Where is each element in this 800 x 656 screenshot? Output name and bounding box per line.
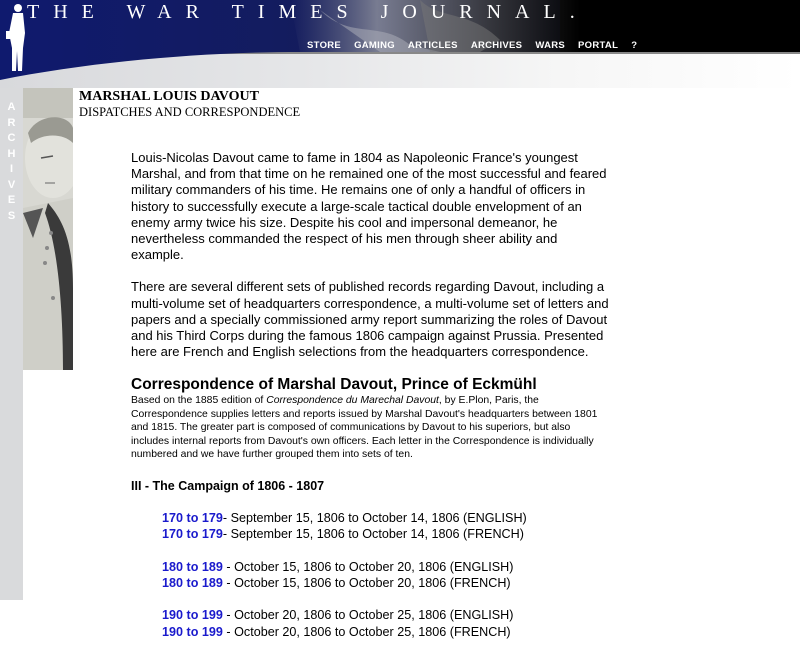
letter-set-dates: - October 20, 1806 to October 25, 1806 (ENGLISH) bbox=[222, 608, 514, 623]
letter-set-link[interactable]: 190 to 199 bbox=[162, 608, 223, 623]
nav-wars[interactable]: WARS bbox=[535, 40, 566, 51]
correspondence-description bbox=[131, 394, 611, 462]
letter-set-link[interactable]: 180 to 189 bbox=[162, 559, 223, 574]
page-title: MARSHAL LOUIS DAVOUT bbox=[79, 89, 259, 104]
main-content bbox=[131, 150, 611, 656]
list-item bbox=[162, 510, 611, 526]
intro-paragraph: There are several different sets of published records regarding Davout, including a multi-volume set of headquarters correspondence, a multi-volume set of letters and papers and a specially commissioned army report summarizing the roles of Davout and his Third Corps during the famous 1806 campaign against Prussia. Presented here are French and English selections from the headquarters correspondence. bbox=[131, 279, 609, 360]
list-item bbox=[162, 526, 611, 542]
section-letter: R bbox=[7, 116, 16, 129]
letter-set-link[interactable]: 170 to 179 bbox=[162, 527, 223, 542]
nav-archives[interactable]: ARCHIVES bbox=[470, 40, 523, 51]
letter-set-list bbox=[162, 510, 611, 640]
list-item bbox=[162, 575, 611, 591]
intro-paragraph: Louis-Nicolas Davout came to fame in 1804 as Napoleonic France's youngest Marshal, and from that time on he remained one of the most successful and feared military commanders of his time. He remains one of only a handful of officers in history to successfully execute a large-scale tactical double envelopment of an enemy army twice his size. Despite his cool and impersonal demeanor, he nevertheless commanded the respect of his men through sheer ability and example. bbox=[131, 150, 607, 263]
section-letter: V bbox=[7, 178, 16, 191]
section-letter: I bbox=[9, 163, 14, 175]
letter-set-group bbox=[162, 510, 611, 543]
letter-set-dates: - September 15, 1806 to October 14, 1806 (ENGLISH) bbox=[222, 511, 527, 526]
letter-set-link[interactable]: 170 to 179 bbox=[162, 511, 223, 526]
nav-articles[interactable]: ARTICLES bbox=[407, 40, 458, 51]
davout-portrait-image bbox=[23, 88, 73, 370]
nav-gaming[interactable]: GAMING bbox=[354, 40, 395, 51]
letter-set-dates: - October 20, 1806 to October 25, 1806 (FRENCH) bbox=[222, 624, 511, 639]
section-label-archives bbox=[0, 100, 23, 224]
list-item bbox=[162, 624, 611, 640]
site-header bbox=[0, 0, 800, 88]
section-letter: C bbox=[7, 132, 16, 144]
letter-set-dates: - October 15, 1806 to October 20, 1806 (ENGLISH) bbox=[222, 559, 514, 574]
page-header bbox=[79, 89, 300, 120]
section-letter: A bbox=[7, 101, 16, 113]
site-logo[interactable]: THE WAR TIMES JOURNAL. bbox=[27, 1, 589, 23]
list-item bbox=[162, 559, 611, 575]
description-text: , by E.Plon, Paris, the Correspondence supplies letters and reports issued by Marshal Davout's headquarters between 1801 and 1815. The greater part is composed of communications by Davout to his superiors, but also includes internal reports from Davout's own officers. Each letter in the Correspondence is individually numbered and we have further grouped them into sets of ten. bbox=[131, 395, 598, 461]
letter-set-group bbox=[162, 607, 611, 640]
letter-set-dates: - September 15, 1806 to October 14, 1806 (FRENCH) bbox=[222, 527, 524, 542]
correspondence-title: Correspondence of Marshal Davout, Prince of Eckmühl bbox=[131, 376, 537, 394]
section-letter: S bbox=[7, 209, 16, 222]
nav-help[interactable]: ? bbox=[631, 40, 638, 51]
section-letter: E bbox=[7, 194, 16, 206]
description-text: Based on the 1885 edition of bbox=[131, 395, 267, 407]
letter-set-link[interactable]: 190 to 199 bbox=[162, 624, 223, 639]
letter-set-link[interactable]: 180 to 189 bbox=[162, 576, 223, 591]
nav-portal[interactable]: PORTAL bbox=[578, 40, 619, 51]
page-subtitle: DISPATCHES AND CORRESPONDENCE bbox=[79, 105, 301, 119]
letter-set-group bbox=[162, 559, 611, 592]
letter-set-dates: - October 15, 1806 to October 20, 1806 (FRENCH) bbox=[222, 576, 511, 591]
campaign-title: III - The Campaign of 1806 - 1807 bbox=[131, 478, 325, 493]
main-nav bbox=[307, 40, 650, 51]
nav-store[interactable]: STORE bbox=[307, 40, 342, 51]
soldier-silhouette-icon bbox=[6, 3, 28, 73]
book-title: Correspondence du Marechal Davout bbox=[266, 395, 439, 407]
list-item bbox=[162, 607, 611, 623]
section-letter: H bbox=[7, 147, 16, 160]
